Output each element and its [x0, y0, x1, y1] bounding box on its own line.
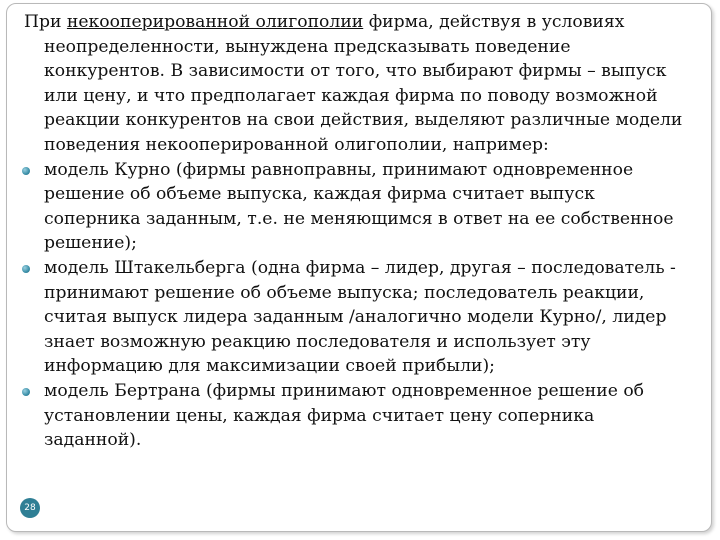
- bullet-icon: [22, 167, 30, 175]
- bullet-text: модель Курно (фирмы равноправны, принимают одновременное решение об объеме выпуска, каждая фирма считает выпуск соперника заданным, т.е. не меняющимся в ответ на ее собственное решение);: [44, 159, 674, 254]
- list-item: [22, 158, 692, 256]
- intro-text: фирма, действуя в условиях неопределенности, вынуждена предсказывать поведение конкурентов. В зависимости от того, что выбирают фирмы – выпуск или цену, и что предполагает каждая фирма по поводу возможной реакции конкурентов на свои действия, выделяют различные модели поведения некооперированной олигополии, например:: [44, 12, 683, 155]
- slide-number-badge: 28: [20, 498, 40, 518]
- bullet-icon: [22, 265, 30, 273]
- bullet-text: модель Штакельберга (одна фирма – лидер, другая – последователь - принимают решение об объеме выпуска; последователь реакции, считая выпуск лидера заданным /аналогично модели Курно/, лидер знает возможную реакцию последователя и использует эту информацию для максимизации своей прибыли);: [44, 257, 676, 377]
- list-item: [22, 256, 692, 379]
- intro-prefix: При: [24, 12, 67, 32]
- bullet-icon: [22, 388, 30, 396]
- bullet-list: [22, 158, 692, 453]
- intro-underlined-term: некооперированной олигополии: [66, 12, 364, 32]
- bullet-text: модель Бертрана (фирмы принимают одновременное решение об установлении цены, каждая фирма считает цену соперника заданной).: [44, 380, 645, 451]
- intro-paragraph: [24, 10, 692, 158]
- slide-content: [22, 10, 692, 453]
- list-item: [22, 379, 692, 453]
